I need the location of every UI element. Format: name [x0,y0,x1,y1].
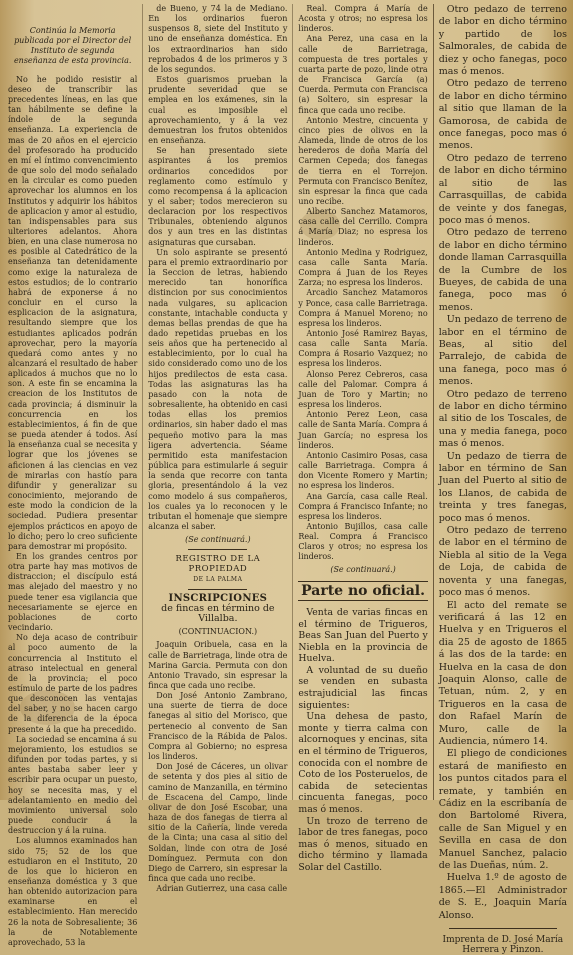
paragraph: Alberto Sanchez Matamoros, casa calle del Cerrillo. Compra á María Diaz; no espresa los linderos. [298,207,428,247]
paragraph: Un pedazo de tierra de labor en término de San Juan del Puerto al sitio de los Llanos, de cabida de treinta y tres fanegas, poco mas ó menos. [438,450,568,524]
paragraph: Antonio Perez Leon, casa calle de Santa María. Compra á Juan García; no espresa los linderos. [298,410,428,450]
column-1 [8,4,138,947]
paragraph: Un solo aspirante se presentó para el premio extraordinario por la Seccion de letras, habiendo merecido tan honorífica distincion por sus conocimientos nada vulgares, su aplicacion constante, intachable conducta y demas bellas prendas de que ha dado repetidas pruebas en los seis años que ha pertenecido al establecimiento, por lo cual ha sido considerado como uno de los hijos predilectos de esta casa. Todas las asignaturas las ha pasado con la nota de sobresaliente, ha obtenido en casi todas ellas los premios ordinarios, sin haber dado el mas pequeño motivo para la mas ligera advertencia. Séame permitido esta manifestacion pública para estimularle á seguir la senda que recorre con tanta gloria, presentándolo á la vez como modelo á sus compañeros, los cuales ya lo reconocen y le tributan el homenaje que siempre alcanza el saber. [148,247,288,531]
section-rule [449,928,557,929]
paragraph: Un trozo de terreno de labor de tres fanegas, poco mas ó menos, situado en dicho término y llamada Solar del Castillo. [298,815,428,873]
sale-notice-continued [439,4,567,922]
paragraph: Otro pedazo de terreno de labor en dicho término al sitio de las Carrasquillas, de cabida de veinte y dos fanegas, poco mas ó menos. [438,152,568,226]
paragraph: Alonso Perez Cebreros, casa calle del Palomar. Compra á Juan de Toro y Martin; no espresa los linderos. [298,369,428,410]
paragraph: Otro pedazo de terreno de labor en dicho término al sitio de los Toscales, de una y media fanega, poco mas ó menos. [438,388,568,450]
section-rule [188,589,247,590]
paragraph: Real. Compra á María de Acosta y otros; no espresa los linderos. [298,4,428,34]
paragraph: Una dehesa de pasto, monte y tierra calma con alcornoques y encinas, sita en el término de Trigueros, conocida con el nombre de Coto de los Posteruelos, de cabida de setecientas cincuenta fanegas, poco mas ó menos. [298,711,428,815]
paragraph: Otro pedazo de terreno de labor en dicho término al sitio que llaman de la Gamorosa, de cabida de once fanegas, poco mas ó menos. [438,78,568,152]
paragraph: Un pedazo de terreno de labor en el término de Beas, al sitio del Parralejo, de cabida de una fanega, poco mas ó menos. [438,314,568,388]
paragraph: Otro pedazo de terreno de labor en dicho término donde llaman Carrasquilla de la Cumbre de los Bueyes, de cabida de una fanega, poco mas ó menos. [438,227,568,313]
paragraph: Joaquin Oribuela, casa en la calle de Barrietraga, linde otra de Marina Garcia. Permuta con don Antonio Travado, sin espresar la finca que cada uno recibe. [148,640,288,690]
paragraph: Antonio Bujillos, casa calle Real. Compra á Francisco Claros y otros; no espresa los linderos. [298,521,428,562]
paragraph: Arcadio Sanchez Matamoros y Ponce, casa calle Barrietraga. Compra á Manuel Moreno; no espresa los linderos. [298,288,428,328]
paragraph: La sociedad se encamina á su mejoramiento, los estudios se difunden por todas partes, y si antes bastaba saber leer y escribir para ocupar un puesto, hoy se necesita mas, y el adelantamiento en medio del movimiento universal solo puede conducir á la destruccion y á la ruina. [8,734,138,836]
paragraph: Otro pedazo de terreno de labor en dicho término y partido de los Salmorales, de cabida de diez y ocho fanegas, poco mas ó menos. [438,4,568,78]
paragraph: Los alumnos examinados han sido 75; 52 de los que estudiaron en el Instituto, 20 de los que lo hicieron en enseñanza doméstica y 3 que han obtenido autorizacion para examinarse en el establecimiento. Han merecido 26 la nota de Sobresaliente; 36 la de Notablemente aprovechado, 53 la [8,836,138,947]
paragraph: Antonio Medina y Rodriguez, casa calle Santa María. Compra á Juan de los Reyes Zarza; no espresa los linderos. [298,247,428,288]
paragraph: No he podido resistir al deseo de transcribir las precedentes líneas, en las que tan hábilmente se define la índole de la segunda enseñanza. La experiencia de mas de 20 años en el ejercicio del profesorado ha producido en mí el íntimo convencimiento de que solo del modo señalado en la circular es como pueden aprovechar los alumnos en los Institutos y adquirir los hábitos de aplicacion y amor al estudio, tan indispensables para sus ulteriores adelantos. Ahora bien, en una clase numerosa no es posible al Catedrático de la enseñanza tan detenidamente como exige la naturaleza de estos estudios; de lo contrario habrá de exponerse á no concluir en el curso la esplicacion de la asignatura, resultando siempre que los estudiantes aplicados podrán aprovechar, pero la mayoría quedará como antes y no alcanzará el resultado de haber aplicados á muchos que no lo son. A este fin se encamina la creacion de los Institutos de cada provincia; á disminuir la concurrencia en los establecimientos, á fin de que se pueda atender á todos. Así la enseñanza cual se necesita y lograr que los jóvenes se aficionen á las ciencias en vez de mirarlas con hastío para difundir y generalizar su conocimiento, mejorando de este modo la condicion de la sociedad. Pudiera presentar ejemplos prácticos en apoyo de lo dicho; pero lo creo suficiente para demostrar mi propósito. [8,74,138,551]
columns [8,4,568,955]
paragraph: Ana Perez, una casa en la calle de Barrietraga, compuesta de tres portales y cuarta parte de pozo, linde otra de Francisca García (a) Cuerda. Permuta con Francisca (a) Soltero, sin espresar la finca que cada uno recibe. [298,34,428,115]
column-divider [142,4,143,800]
continued-note: (Se continuará.) [330,564,396,574]
section-rule [188,549,247,550]
paragraph: El pliego de condiciones estará de manifiesto en los puntos citados para el remate, y también en Cádiz en la escribanía de don Bartolomé Rivera, calle de San Miguel y en Sevilla en casa de don Manuel Sanchez, palacio de las Dueñas, núm. 2. [438,748,568,872]
imprint-line-1: Imprenta de D. José María [442,935,564,946]
paragraph: Don José Antonio Zambrano, una suerte de tierra de doce fanegas al sitio del Morisco, que pertenecio al convento de San Francisco de la Rábida de Palos. Compra al Gobierno; no espresa los linderos. [148,691,288,762]
paragraph: Antonio Casimiro Posas, casa calle Barrietraga. Compra á don Vicente Romero y Martin; no espresa los linderos. [298,450,428,491]
inscriptions-title: INSCRIPCIONES [168,592,268,604]
paragraph: Don José de Cáceres, un olivar de setenta y dos pies al sitio de camino de Manzanilla, en término de Escacena del Campo, linde olivar de don José Escobar, una haza de dos fanegas de tierra al sitio de la Cañería, linde vereda de la Cinta; una casa al sitio del Soldan, linde con otra de José Domínguez. Permuta con don Diego de Carrero, sin espresar la finca que cada uno recibe. [148,762,288,883]
registry-subtitle: DE LA PALMA [193,575,243,583]
imprint-line-2: Herrera y Pinzon. [462,945,544,955]
paragraph: Se han presentado siete aspirantes á los premios ordinarios concedidos por reglamento como estímulo y como recompensa á la aplicacion y el saber; todos merecieron su declaracion por los respectivos Tribunales, obteniendo algunos dos y aun tres en las distintas asignaturas que cursaban. [148,146,288,247]
sale-notice [298,607,427,874]
paragraph: No deja acaso de contribuir al poco aumento de la concurrencia al Instituto el atraso intelectual en general de la provincia; el poco estímulo de parte de los padres que desconocen las ventajas del saber, y no se hacen cargo de la diferencia de la época presente á la que ha precedido. [8,633,138,734]
registry-title: REGISTRO DE LA PROPIEDAD [175,554,261,575]
section-title: Parte no oficial. [298,581,427,601]
paragraph: Ana García, casa calle Real. Compra á Francisco Infante; no espresa los linderos. [298,491,428,521]
column-divider [292,4,293,800]
paragraph: Venta de varias fincas en el término de Trigueros, Beas San Juan del Puerto y Niebla en la provincia de Huelva. [298,606,428,665]
paragraph: Antonio Mestre, cincuenta y cinco pies de olivos en la Alameda, linde de otros de los herederos de doña María del Carmen Cepeda; dos fanegas de tierra en el Torrejon. Permuta con Francisco Benítez, sin espresar la finca que cada uno recibe. [298,115,428,206]
paragraph: Otro pedazo de terreno de labor en el término de Niebla al sitio de la Vega de Loja, de cabida de noventa y una fanegas, poco mas ó menos. [438,525,568,599]
paragraph: Antonio José Ramirez Bayas, casa calle Santa María. Compra á Rosario Vazquez; no espresa los linderos. [298,329,428,369]
paragraph: Estos guarismos prueban la prudente severidad que se emplea en los exámenes, sin la cual es imposible el aprovechamiento, y á la vez demuestran los frutos obtenidos en enseñanza. [148,75,288,146]
inscriptions-subtitle: de fincas en término de Villalba. [161,602,275,625]
paragraph: de Bueno, y 74 la de Mediano. En los ordinarios fueron suspensos 8, siete del Instituto y uno de enseñanza doméstica. En los extraordinarios han sido reprobados 4 de los primeros y 3 de los segundos. [148,4,288,74]
paragraph: En los grandes centros por otra parte hay mas motivos de distraccion; el discípulo está mas alejado del maestro y no puede tener esa vigilancia que necesariamente se ejerce en poblaciones de corto vecindario. [8,551,138,633]
paragraph: Adrian Gutierrez, una casa calle [156,884,288,894]
column-3 [298,4,428,873]
continued-note: (Se continuará.) [185,535,251,545]
continuation-note: (CONTINUACION.) [178,627,258,637]
column-2 [148,4,288,894]
paragraph: A voluntad de su dueño se venden en subasta estrajudicial las fincas siguientes: [298,664,428,711]
paragraph: El acto del remate se verificará á las 12 en Huelva y en Trigueros el dia 25 de agosto de 1865 á las dos de la tarde: en Huelva en la casa de don Joaquin Alonso, calle de Tetuan, núm. 2, y en Trigueros en la casa de don Rafael Marín de Muro, calle de la Audiencia, número 14. [438,599,568,747]
column-4 [433,4,568,955]
signature-line: Huelva 1.º de agosto de 1865.—El Administrador de S. E., Joaquin María Alonso. [438,872,568,921]
memoria-intro: Continúa la Memoria publicada por el Director del Instituto de segunda enseñanza de esta provincia. [13,26,132,66]
